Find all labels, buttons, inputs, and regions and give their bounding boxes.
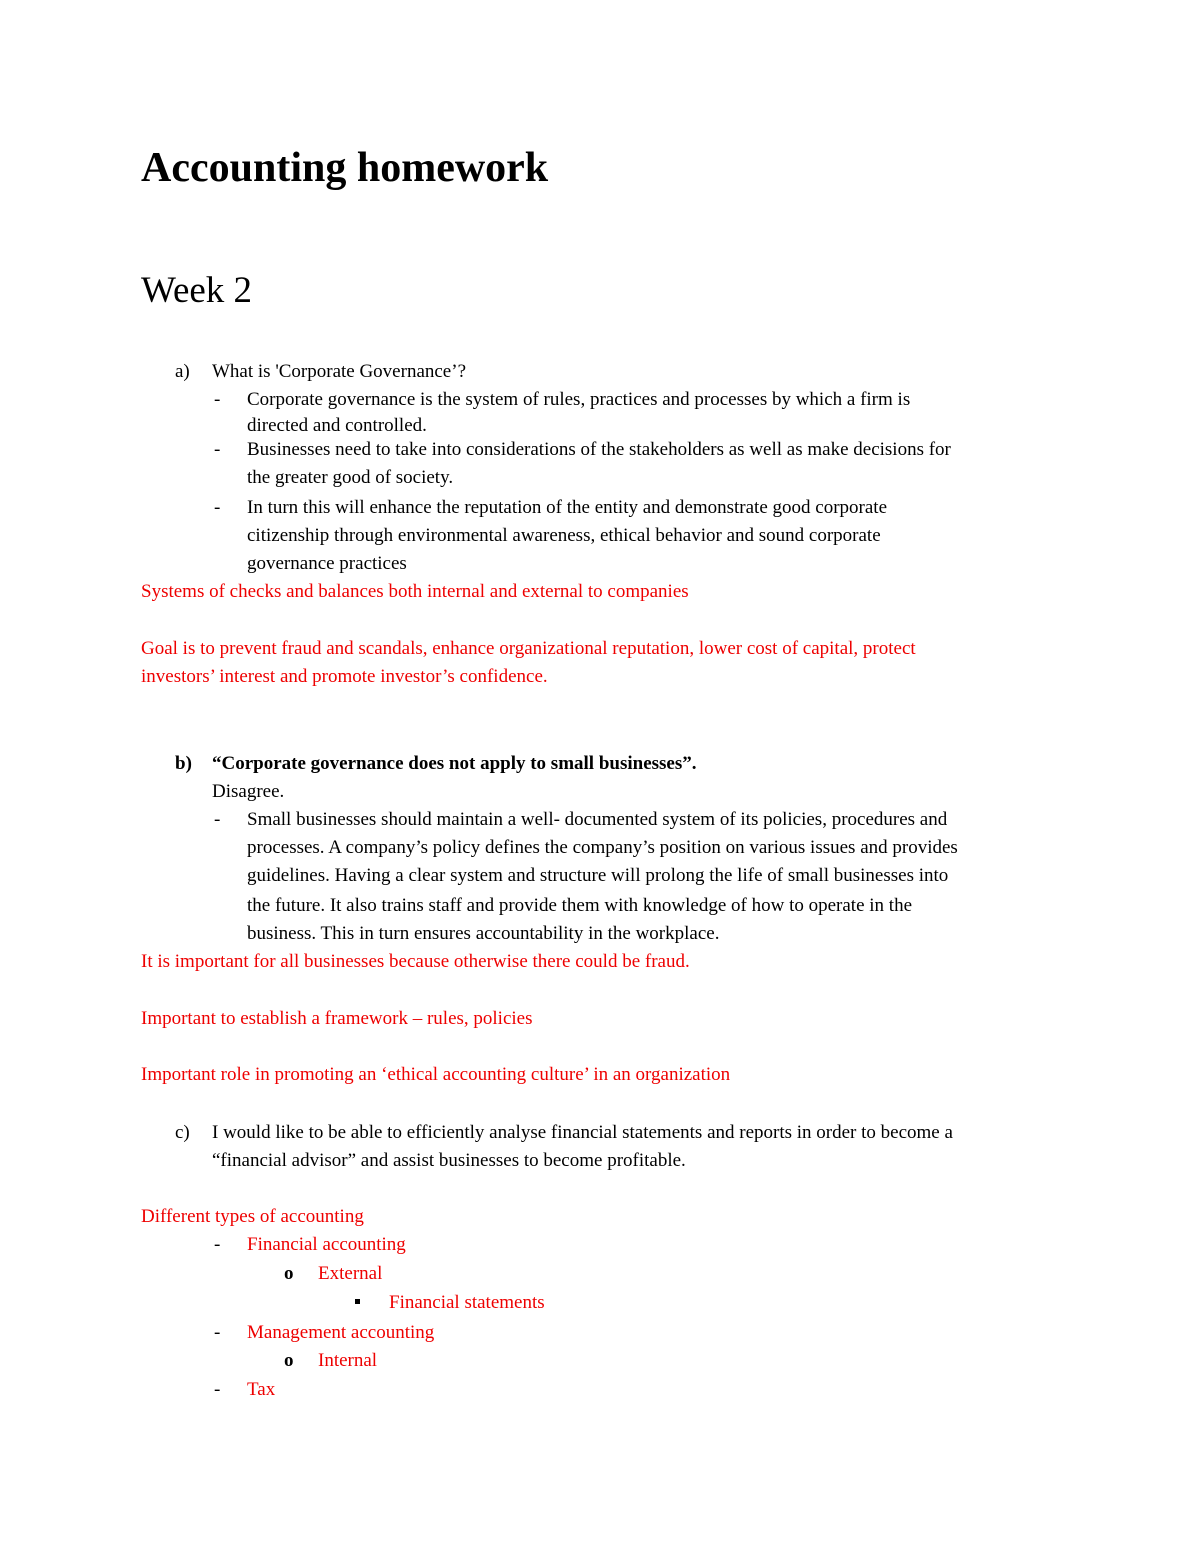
bullet-line: processes. A company’s policy defines the company’s position on various issues and provides bbox=[247, 837, 958, 858]
bullet-line: citizenship through environmental awareness, ethical behavior and sound corporate bbox=[247, 525, 881, 546]
annotation-note: Important to establish a framework – rules, policies bbox=[141, 1008, 533, 1029]
bullet-line: the future. It also trains staff and provide them with knowledge of how to operate in the bbox=[247, 895, 912, 916]
bullet-marker: - bbox=[214, 439, 221, 460]
annotation-note: Important role in promoting an ‘ethical accounting culture’ in an organization bbox=[141, 1064, 731, 1085]
section-b-question: “Corporate governance does not apply to small businesses”. bbox=[212, 753, 697, 774]
annotation-note: investors’ interest and promote investor’s confidence. bbox=[141, 666, 548, 687]
list-item: Financial statements bbox=[389, 1292, 545, 1313]
list-item: Internal bbox=[318, 1350, 378, 1371]
week-heading: Week 2 bbox=[141, 270, 253, 311]
section-b-answer: Disagree. bbox=[212, 781, 285, 802]
bullet-line: Corporate governance is the system of rules, practices and processes by which a firm is bbox=[247, 389, 911, 410]
section-a-marker: a) bbox=[175, 361, 190, 382]
bullet-line: Businesses need to take into considerations of the stakeholders as well as make decisions for bbox=[247, 439, 951, 460]
list-item: Management accounting bbox=[247, 1322, 435, 1343]
list-marker-dash: - bbox=[214, 1379, 221, 1400]
bullet-line: business. This in turn ensures accountability in the workplace. bbox=[247, 923, 720, 944]
annotation-note: It is important for all businesses because otherwise there could be fraud. bbox=[141, 951, 690, 972]
square-bullet-icon bbox=[355, 1299, 360, 1304]
list-marker-circle: o bbox=[284, 1350, 294, 1371]
list-marker-dash: - bbox=[214, 1234, 221, 1255]
section-c-line: “financial advisor” and assist businesses to become profitable. bbox=[212, 1150, 686, 1171]
annotation-note: Goal is to prevent fraud and scandals, enhance organizational reputation, lower cost of capital, protect bbox=[141, 638, 916, 659]
bullet-line: directed and controlled. bbox=[247, 415, 427, 436]
section-a-question: What is 'Corporate Governance’? bbox=[212, 361, 467, 382]
annotation-note: Systems of checks and balances both internal and external to companies bbox=[141, 581, 689, 602]
bullet-marker: - bbox=[214, 497, 221, 518]
section-c-line: I would like to be able to efficiently analyse financial statements and reports in order to become a bbox=[212, 1122, 953, 1143]
list-item: Financial accounting bbox=[247, 1234, 406, 1255]
bullet-line: In turn this will enhance the reputation of the entity and demonstrate good corporate bbox=[247, 497, 887, 518]
list-item: Tax bbox=[247, 1379, 276, 1400]
bullet-line: Small businesses should maintain a well- documented system of its policies, procedures and bbox=[247, 809, 948, 830]
bullet-line: the greater good of society. bbox=[247, 467, 454, 488]
list-marker-circle: o bbox=[284, 1263, 294, 1284]
bullet-line: guidelines. Having a clear system and structure will prolong the life of small businesses into bbox=[247, 865, 949, 886]
bullet-marker: - bbox=[214, 809, 221, 830]
document-title: Accounting homework bbox=[141, 145, 549, 191]
types-heading: Different types of accounting bbox=[141, 1206, 364, 1227]
list-marker-dash: - bbox=[214, 1322, 221, 1343]
list-item: External bbox=[318, 1263, 383, 1284]
section-c-marker: c) bbox=[175, 1122, 190, 1143]
bullet-line: governance practices bbox=[247, 553, 407, 574]
section-b-marker: b) bbox=[175, 753, 192, 774]
bullet-marker: - bbox=[214, 389, 221, 410]
